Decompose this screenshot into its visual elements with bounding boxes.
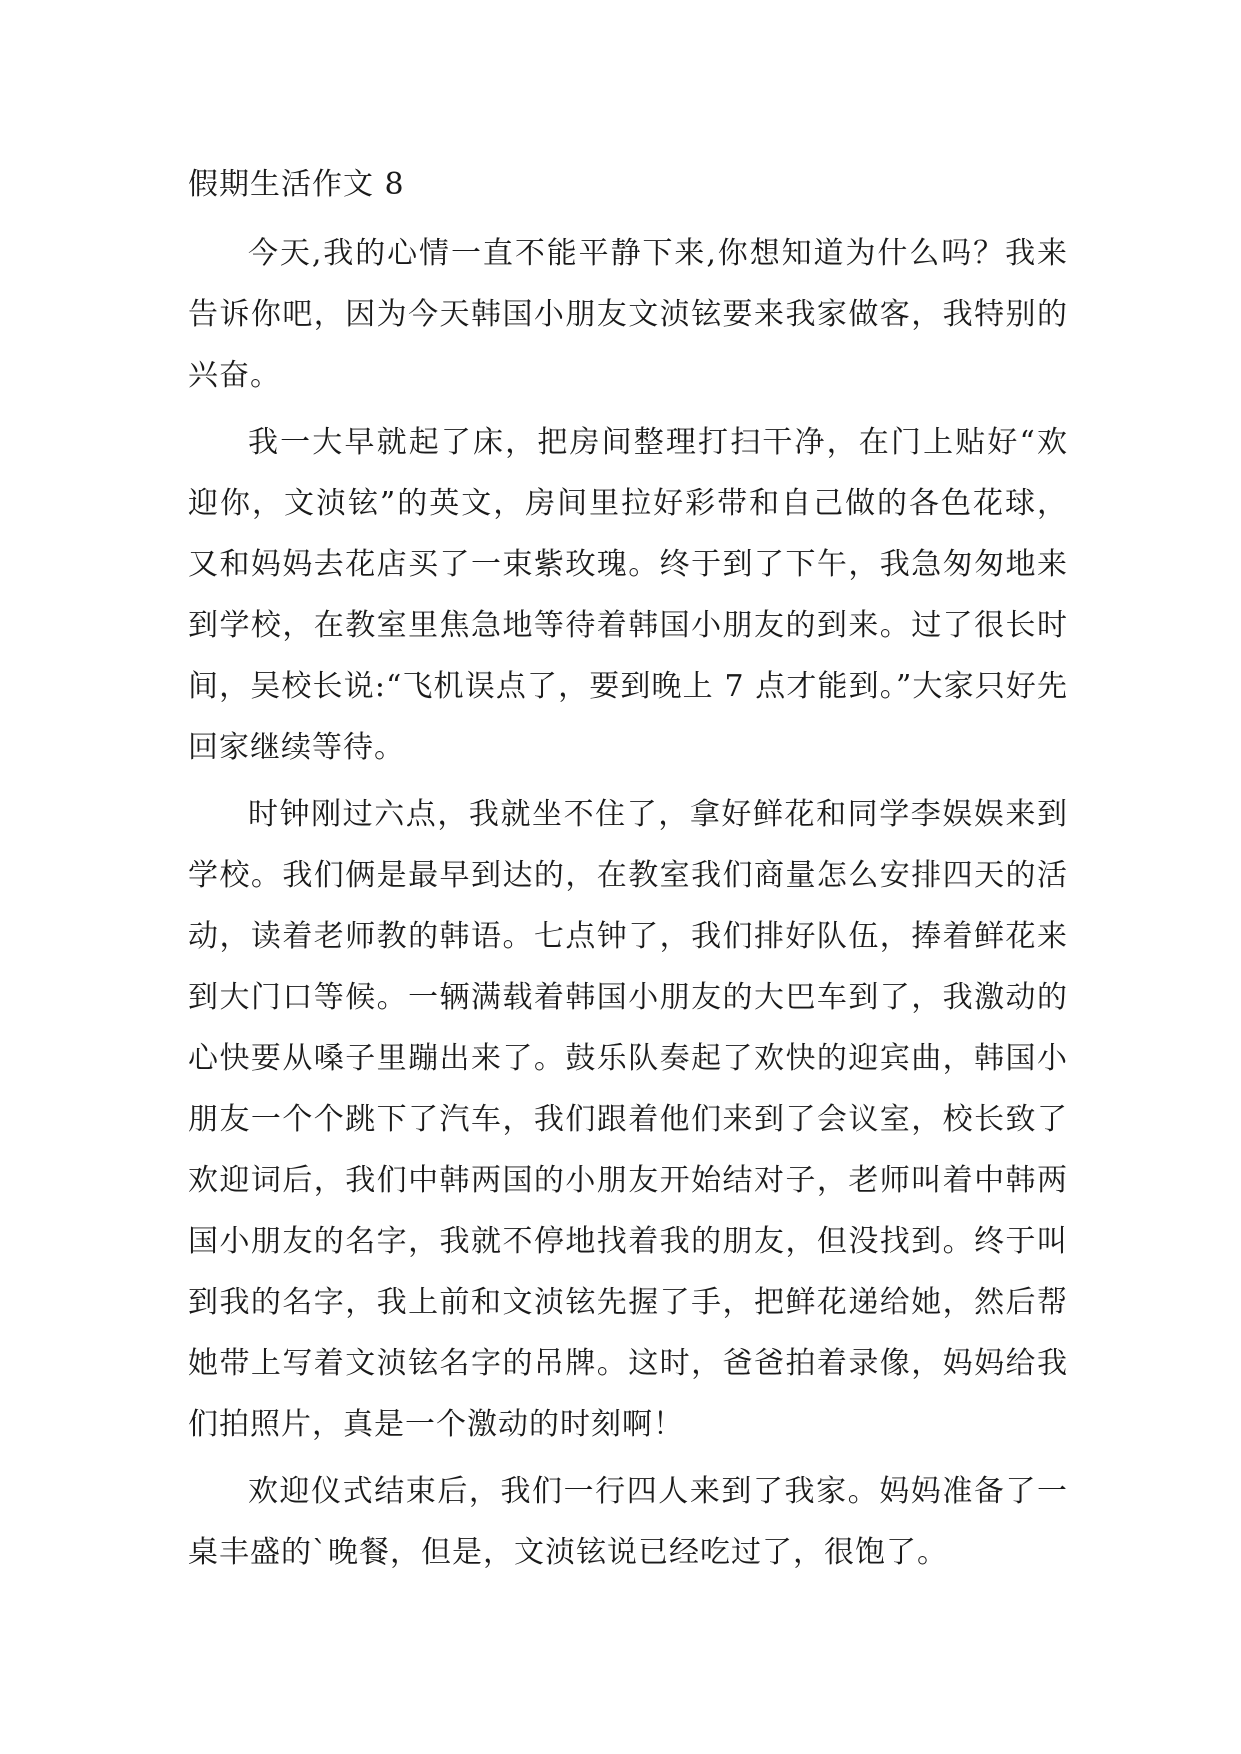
paragraph-3: 时钟刚过六点，我就坐不住了，拿好鲜花和同学李娱娱来到学校。我们俩是最早到达的，在教室我们商量怎么安排四天的活动，读着老师教的韩语。七点钟了，我们排好队伍，捧着鲜花来到大门口等候。一辆满载着韩国小朋友的大巴车到了，我激动的心快要从嗓子里蹦出来了。鼓乐队奏起了欢快的迎宾曲，韩国小朋友一个个跳下了汽车，我们跟着他们来到了会议室，校长致了欢迎词后，我们中韩两国的小朋友开始结对子，老师叫着中韩两国小朋友的名字，我就不停地找着我的朋友，但没找到。终于叫到我的名字，我上前和文浈铉先握了手，把鲜花递给她，然后帮她带上写着文浈铉名字的吊牌。这时，爸爸拍着录像，妈妈给我们拍照片，真是一个激动的时刻啊！ [188,797,1068,1442]
document-title: 假期生活作文 8 [188,167,405,202]
paragraph-1: 今天,我的心情一直不能平静下来,你想知道为什么吗？我来告诉你吧，因为今天韩国小朋友文浈铉要来我家做客，我特别的兴奋。 [188,236,1068,393]
paragraph-2: 我一大早就起了床，把房间整理打扫干净，在门上贴好“欢迎你，文浈铉”的英文，房间里拉好彩带和自己做的各色花球，又和妈妈去花店买了一束紫玫瑰。终于到了下午，我急匆匆地来到学校，在教室里焦急地等待着韩国小朋友的到来。过了很长时间，吴校长说:“飞机误点了，要到晚上 7 点才能到。”大家只好先回家继续等待。 [188,425,1068,765]
document-body [188,165,1068,1589]
paragraph-4: 欢迎仪式结束后，我们一行四人来到了我家。妈妈准备了一桌丰盛的`晚餐，但是，文浈铉说已经吃过了，很饱了。 [188,1474,1068,1570]
